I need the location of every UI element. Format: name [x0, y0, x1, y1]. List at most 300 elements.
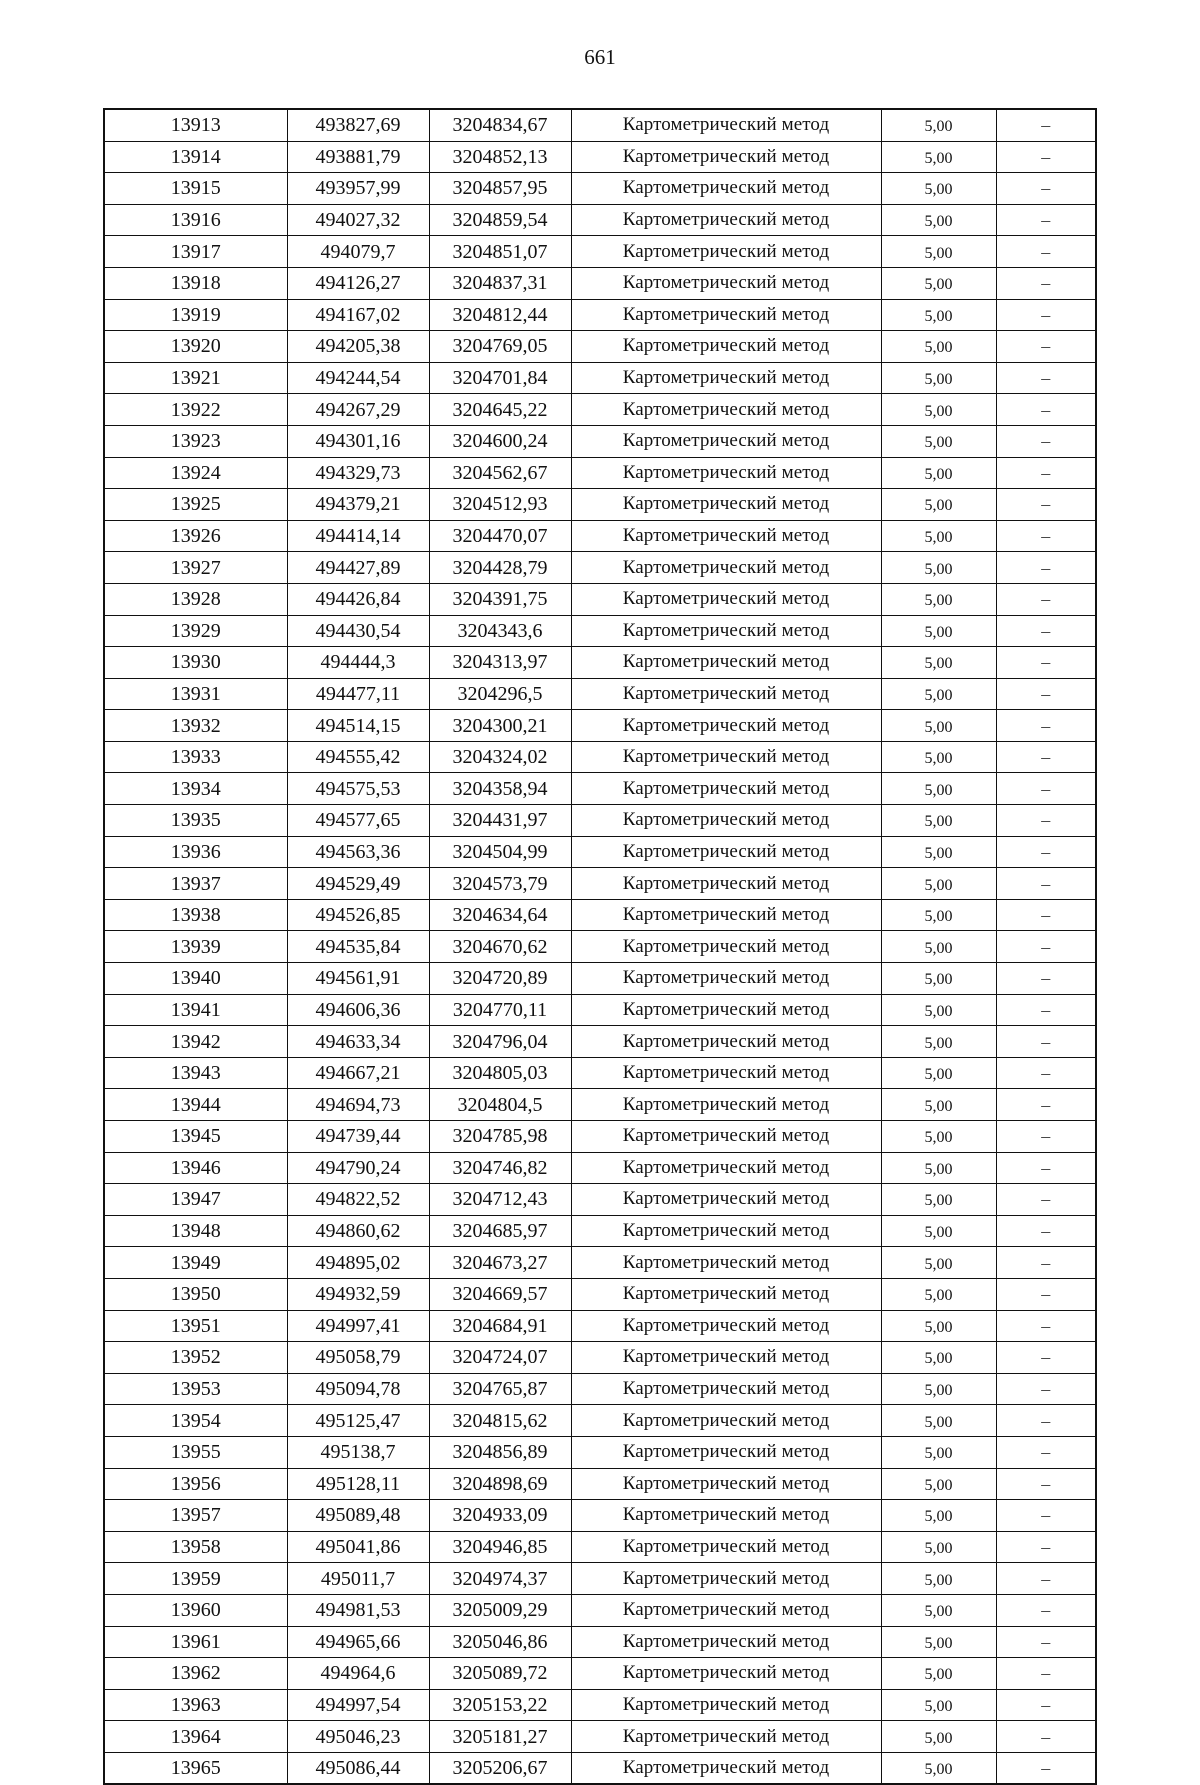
- note-cell: –: [996, 204, 1096, 236]
- note-cell: –: [996, 741, 1096, 773]
- note-cell: –: [996, 963, 1096, 995]
- table-row: [104, 173, 1096, 205]
- accuracy-cell: 5,00: [881, 805, 996, 837]
- accuracy-cell: 5,00: [881, 1689, 996, 1721]
- y-coordinate-cell: 3204600,24: [429, 425, 571, 457]
- x-coordinate-cell: 494027,32: [287, 204, 429, 236]
- y-coordinate-cell: 3204431,97: [429, 805, 571, 837]
- note-cell: –: [996, 1405, 1096, 1437]
- x-coordinate-cell: 494932,59: [287, 1278, 429, 1310]
- method-cell: Картометрический метод: [571, 1184, 881, 1216]
- note-cell: –: [996, 1310, 1096, 1342]
- y-coordinate-cell: 3204685,97: [429, 1215, 571, 1247]
- note-cell: –: [996, 1057, 1096, 1089]
- table-row: [104, 1310, 1096, 1342]
- accuracy-cell: 5,00: [881, 457, 996, 489]
- method-cell: Картометрический метод: [571, 899, 881, 931]
- method-cell: Картометрический метод: [571, 1057, 881, 1089]
- point-number-cell: 13918: [104, 267, 287, 299]
- point-number-cell: 13959: [104, 1563, 287, 1595]
- method-cell: Картометрический метод: [571, 425, 881, 457]
- point-number-cell: 13928: [104, 583, 287, 615]
- y-coordinate-cell: 3204852,13: [429, 141, 571, 173]
- accuracy-cell: 5,00: [881, 489, 996, 521]
- y-coordinate-cell: 3205046,86: [429, 1626, 571, 1658]
- x-coordinate-cell: 495094,78: [287, 1373, 429, 1405]
- accuracy-cell: 5,00: [881, 773, 996, 805]
- x-coordinate-cell: 493827,69: [287, 109, 429, 141]
- x-coordinate-cell: 494426,84: [287, 583, 429, 615]
- table-row: [104, 1563, 1096, 1595]
- x-coordinate-cell: 494965,66: [287, 1626, 429, 1658]
- y-coordinate-cell: 3204391,75: [429, 583, 571, 615]
- x-coordinate-cell: 495086,44: [287, 1752, 429, 1784]
- accuracy-cell: 5,00: [881, 1215, 996, 1247]
- note-cell: –: [996, 615, 1096, 647]
- point-number-cell: 13944: [104, 1089, 287, 1121]
- y-coordinate-cell: 3204837,31: [429, 267, 571, 299]
- y-coordinate-cell: 3205206,67: [429, 1752, 571, 1784]
- table-row: [104, 141, 1096, 173]
- method-cell: Картометрический метод: [571, 615, 881, 647]
- method-cell: Картометрический метод: [571, 1721, 881, 1753]
- point-number-cell: 13920: [104, 331, 287, 363]
- accuracy-cell: 5,00: [881, 615, 996, 647]
- x-coordinate-cell: 494964,6: [287, 1658, 429, 1690]
- x-coordinate-cell: 494563,36: [287, 836, 429, 868]
- point-number-cell: 13951: [104, 1310, 287, 1342]
- point-number-cell: 13922: [104, 394, 287, 426]
- table-row: [104, 109, 1096, 141]
- table-row: [104, 1184, 1096, 1216]
- method-cell: Картометрический метод: [571, 1531, 881, 1563]
- method-cell: Картометрический метод: [571, 299, 881, 331]
- y-coordinate-cell: 3204770,11: [429, 994, 571, 1026]
- point-number-cell: 13939: [104, 931, 287, 963]
- point-number-cell: 13943: [104, 1057, 287, 1089]
- point-number-cell: 13914: [104, 141, 287, 173]
- note-cell: –: [996, 552, 1096, 584]
- note-cell: –: [996, 1721, 1096, 1753]
- method-cell: Картометрический метод: [571, 741, 881, 773]
- x-coordinate-cell: 494575,53: [287, 773, 429, 805]
- x-coordinate-cell: 494167,02: [287, 299, 429, 331]
- y-coordinate-cell: 3204815,62: [429, 1405, 571, 1437]
- accuracy-cell: 5,00: [881, 425, 996, 457]
- x-coordinate-cell: 494739,44: [287, 1121, 429, 1153]
- table-row: [104, 394, 1096, 426]
- y-coordinate-cell: 3204859,54: [429, 204, 571, 236]
- accuracy-cell: 5,00: [881, 1721, 996, 1753]
- point-number-cell: 13947: [104, 1184, 287, 1216]
- accuracy-cell: 5,00: [881, 1057, 996, 1089]
- y-coordinate-cell: 3204724,07: [429, 1342, 571, 1374]
- point-number-cell: 13938: [104, 899, 287, 931]
- method-cell: Картометрический метод: [571, 1500, 881, 1532]
- accuracy-cell: 5,00: [881, 868, 996, 900]
- point-number-cell: 13930: [104, 647, 287, 679]
- y-coordinate-cell: 3204573,79: [429, 868, 571, 900]
- method-cell: Картометрический метод: [571, 1436, 881, 1468]
- table-row: [104, 1089, 1096, 1121]
- table-row: [104, 1468, 1096, 1500]
- point-number-cell: 13965: [104, 1752, 287, 1784]
- y-coordinate-cell: 3204804,5: [429, 1089, 571, 1121]
- table-row: [104, 552, 1096, 584]
- table-row: [104, 1342, 1096, 1374]
- accuracy-cell: 5,00: [881, 236, 996, 268]
- accuracy-cell: 5,00: [881, 1752, 996, 1784]
- note-cell: –: [996, 773, 1096, 805]
- table-row: [104, 994, 1096, 1026]
- note-cell: –: [996, 647, 1096, 679]
- point-number-cell: 13953: [104, 1373, 287, 1405]
- table-row: [104, 457, 1096, 489]
- note-cell: –: [996, 1373, 1096, 1405]
- x-coordinate-cell: 494606,36: [287, 994, 429, 1026]
- method-cell: Картометрический метод: [571, 1247, 881, 1279]
- table-row: [104, 805, 1096, 837]
- note-cell: –: [996, 331, 1096, 363]
- table-row: [104, 583, 1096, 615]
- method-cell: Картометрический метод: [571, 362, 881, 394]
- method-cell: Картометрический метод: [571, 647, 881, 679]
- table-row: [104, 868, 1096, 900]
- y-coordinate-cell: 3204805,03: [429, 1057, 571, 1089]
- x-coordinate-cell: 494822,52: [287, 1184, 429, 1216]
- table-row: [104, 204, 1096, 236]
- y-coordinate-cell: 3204645,22: [429, 394, 571, 426]
- note-cell: –: [996, 868, 1096, 900]
- table-row: [104, 1215, 1096, 1247]
- note-cell: –: [996, 899, 1096, 931]
- y-coordinate-cell: 3204669,57: [429, 1278, 571, 1310]
- method-cell: Картометрический метод: [571, 1373, 881, 1405]
- point-number-cell: 13932: [104, 710, 287, 742]
- point-number-cell: 13931: [104, 678, 287, 710]
- x-coordinate-cell: 494244,54: [287, 362, 429, 394]
- y-coordinate-cell: 3204769,05: [429, 331, 571, 363]
- table-row: [104, 678, 1096, 710]
- table-row: [104, 899, 1096, 931]
- accuracy-cell: 5,00: [881, 1089, 996, 1121]
- x-coordinate-cell: 494555,42: [287, 741, 429, 773]
- table-row: [104, 741, 1096, 773]
- accuracy-cell: 5,00: [881, 1405, 996, 1437]
- accuracy-cell: 5,00: [881, 141, 996, 173]
- point-number-cell: 13915: [104, 173, 287, 205]
- x-coordinate-cell: 495041,86: [287, 1531, 429, 1563]
- note-cell: –: [996, 394, 1096, 426]
- y-coordinate-cell: 3204946,85: [429, 1531, 571, 1563]
- method-cell: Картометрический метод: [571, 1026, 881, 1058]
- table-row: [104, 1247, 1096, 1279]
- y-coordinate-cell: 3205153,22: [429, 1689, 571, 1721]
- table-row: [104, 1721, 1096, 1753]
- y-coordinate-cell: 3204512,93: [429, 489, 571, 521]
- point-number-cell: 13957: [104, 1500, 287, 1532]
- accuracy-cell: 5,00: [881, 394, 996, 426]
- note-cell: –: [996, 1689, 1096, 1721]
- point-number-cell: 13961: [104, 1626, 287, 1658]
- x-coordinate-cell: 495058,79: [287, 1342, 429, 1374]
- x-coordinate-cell: 495128,11: [287, 1468, 429, 1500]
- y-coordinate-cell: 3204712,43: [429, 1184, 571, 1216]
- method-cell: Картометрический метод: [571, 805, 881, 837]
- note-cell: –: [996, 362, 1096, 394]
- x-coordinate-cell: 494561,91: [287, 963, 429, 995]
- note-cell: –: [996, 1215, 1096, 1247]
- method-cell: Картометрический метод: [571, 1215, 881, 1247]
- table-row: [104, 1373, 1096, 1405]
- table-row: [104, 1658, 1096, 1690]
- y-coordinate-cell: 3204504,99: [429, 836, 571, 868]
- y-coordinate-cell: 3204296,5: [429, 678, 571, 710]
- y-coordinate-cell: 3204812,44: [429, 299, 571, 331]
- x-coordinate-cell: 494526,85: [287, 899, 429, 931]
- point-number-cell: 13935: [104, 805, 287, 837]
- accuracy-cell: 5,00: [881, 899, 996, 931]
- point-number-cell: 13913: [104, 109, 287, 141]
- x-coordinate-cell: 494079,7: [287, 236, 429, 268]
- x-coordinate-cell: 494667,21: [287, 1057, 429, 1089]
- table-row: [104, 710, 1096, 742]
- method-cell: Картометрический метод: [571, 236, 881, 268]
- x-coordinate-cell: 495138,7: [287, 1436, 429, 1468]
- method-cell: Картометрический метод: [571, 1089, 881, 1121]
- x-coordinate-cell: 494267,29: [287, 394, 429, 426]
- table-row: [104, 489, 1096, 521]
- x-coordinate-cell: 494694,73: [287, 1089, 429, 1121]
- accuracy-cell: 5,00: [881, 931, 996, 963]
- accuracy-cell: 5,00: [881, 1594, 996, 1626]
- y-coordinate-cell: 3204634,64: [429, 899, 571, 931]
- table-row: [104, 615, 1096, 647]
- accuracy-cell: 5,00: [881, 1626, 996, 1658]
- method-cell: Картометрический метод: [571, 1594, 881, 1626]
- note-cell: –: [996, 1626, 1096, 1658]
- point-number-cell: 13954: [104, 1405, 287, 1437]
- point-number-cell: 13919: [104, 299, 287, 331]
- y-coordinate-cell: 3205089,72: [429, 1658, 571, 1690]
- x-coordinate-cell: 495125,47: [287, 1405, 429, 1437]
- x-coordinate-cell: 494126,27: [287, 267, 429, 299]
- accuracy-cell: 5,00: [881, 331, 996, 363]
- point-number-cell: 13940: [104, 963, 287, 995]
- x-coordinate-cell: 495011,7: [287, 1563, 429, 1595]
- method-cell: Картометрический метод: [571, 1752, 881, 1784]
- method-cell: Картометрический метод: [571, 994, 881, 1026]
- point-number-cell: 13956: [104, 1468, 287, 1500]
- accuracy-cell: 5,00: [881, 836, 996, 868]
- x-coordinate-cell: 493957,99: [287, 173, 429, 205]
- note-cell: –: [996, 1089, 1096, 1121]
- method-cell: Картометрический метод: [571, 489, 881, 521]
- x-coordinate-cell: 494205,38: [287, 331, 429, 363]
- page-number: 661: [584, 45, 616, 69]
- y-coordinate-cell: 3204834,67: [429, 109, 571, 141]
- y-coordinate-cell: 3204785,98: [429, 1121, 571, 1153]
- x-coordinate-cell: 494981,53: [287, 1594, 429, 1626]
- accuracy-cell: 5,00: [881, 678, 996, 710]
- y-coordinate-cell: 3204670,62: [429, 931, 571, 963]
- method-cell: Картометрический метод: [571, 1563, 881, 1595]
- y-coordinate-cell: 3204898,69: [429, 1468, 571, 1500]
- method-cell: Картометрический метод: [571, 868, 881, 900]
- accuracy-cell: 5,00: [881, 1468, 996, 1500]
- table-row: [104, 299, 1096, 331]
- point-number-cell: 13934: [104, 773, 287, 805]
- accuracy-cell: 5,00: [881, 1373, 996, 1405]
- x-coordinate-cell: 494414,14: [287, 520, 429, 552]
- point-number-cell: 13962: [104, 1658, 287, 1690]
- accuracy-cell: 5,00: [881, 1278, 996, 1310]
- method-cell: Картометрический метод: [571, 141, 881, 173]
- accuracy-cell: 5,00: [881, 1500, 996, 1532]
- table-row: [104, 931, 1096, 963]
- accuracy-cell: 5,00: [881, 647, 996, 679]
- table-row: [104, 362, 1096, 394]
- method-cell: Картометрический метод: [571, 1342, 881, 1374]
- method-cell: Картометрический метод: [571, 583, 881, 615]
- method-cell: Картометрический метод: [571, 1310, 881, 1342]
- table-row: [104, 1436, 1096, 1468]
- note-cell: –: [996, 583, 1096, 615]
- table-row: [104, 1026, 1096, 1058]
- note-cell: –: [996, 1247, 1096, 1279]
- point-number-cell: 13945: [104, 1121, 287, 1153]
- accuracy-cell: 5,00: [881, 994, 996, 1026]
- note-cell: –: [996, 805, 1096, 837]
- note-cell: –: [996, 1752, 1096, 1784]
- accuracy-cell: 5,00: [881, 1531, 996, 1563]
- accuracy-cell: 5,00: [881, 741, 996, 773]
- note-cell: –: [996, 489, 1096, 521]
- x-coordinate-cell: 494535,84: [287, 931, 429, 963]
- method-cell: Картометрический метод: [571, 1121, 881, 1153]
- table-row: [104, 963, 1096, 995]
- point-number-cell: 13941: [104, 994, 287, 1026]
- point-number-cell: 13933: [104, 741, 287, 773]
- accuracy-cell: 5,00: [881, 710, 996, 742]
- x-coordinate-cell: 495089,48: [287, 1500, 429, 1532]
- y-coordinate-cell: 3204765,87: [429, 1373, 571, 1405]
- method-cell: Картометрический метод: [571, 394, 881, 426]
- point-number-cell: 13946: [104, 1152, 287, 1184]
- method-cell: Картометрический метод: [571, 457, 881, 489]
- y-coordinate-cell: 3204851,07: [429, 236, 571, 268]
- table-row: [104, 1500, 1096, 1532]
- note-cell: –: [996, 1658, 1096, 1690]
- y-coordinate-cell: 3204343,6: [429, 615, 571, 647]
- note-cell: –: [996, 141, 1096, 173]
- table-row: [104, 1152, 1096, 1184]
- point-number-cell: 13963: [104, 1689, 287, 1721]
- method-cell: Картометрический метод: [571, 1278, 881, 1310]
- table-row: [104, 236, 1096, 268]
- table-row: [104, 267, 1096, 299]
- note-cell: –: [996, 994, 1096, 1026]
- method-cell: Картометрический метод: [571, 1152, 881, 1184]
- y-coordinate-cell: 3204562,67: [429, 457, 571, 489]
- point-number-cell: 13916: [104, 204, 287, 236]
- method-cell: Картометрический метод: [571, 963, 881, 995]
- x-coordinate-cell: 495046,23: [287, 1721, 429, 1753]
- note-cell: –: [996, 1184, 1096, 1216]
- note-cell: –: [996, 425, 1096, 457]
- y-coordinate-cell: 3204796,04: [429, 1026, 571, 1058]
- point-number-cell: 13952: [104, 1342, 287, 1374]
- point-number-cell: 13924: [104, 457, 287, 489]
- note-cell: –: [996, 236, 1096, 268]
- note-cell: –: [996, 1436, 1096, 1468]
- table-row: [104, 425, 1096, 457]
- x-coordinate-cell: 494895,02: [287, 1247, 429, 1279]
- note-cell: –: [996, 1531, 1096, 1563]
- table-row: [104, 1594, 1096, 1626]
- point-number-cell: 13960: [104, 1594, 287, 1626]
- table-row: [104, 836, 1096, 868]
- point-number-cell: 13942: [104, 1026, 287, 1058]
- accuracy-cell: 5,00: [881, 267, 996, 299]
- x-coordinate-cell: 494427,89: [287, 552, 429, 584]
- method-cell: Картометрический метод: [571, 773, 881, 805]
- y-coordinate-cell: 3204673,27: [429, 1247, 571, 1279]
- method-cell: Картометрический метод: [571, 1468, 881, 1500]
- method-cell: Картометрический метод: [571, 267, 881, 299]
- method-cell: Картометрический метод: [571, 204, 881, 236]
- y-coordinate-cell: 3204300,21: [429, 710, 571, 742]
- method-cell: Картометрический метод: [571, 931, 881, 963]
- coordinates-table-body: [104, 109, 1096, 1784]
- y-coordinate-cell: 3204974,37: [429, 1563, 571, 1595]
- table-row: [104, 1121, 1096, 1153]
- accuracy-cell: 5,00: [881, 1563, 996, 1595]
- method-cell: Картометрический метод: [571, 1405, 881, 1437]
- y-coordinate-cell: 3205009,29: [429, 1594, 571, 1626]
- y-coordinate-cell: 3204470,07: [429, 520, 571, 552]
- note-cell: –: [996, 1121, 1096, 1153]
- point-number-cell: 13955: [104, 1436, 287, 1468]
- x-coordinate-cell: 494997,41: [287, 1310, 429, 1342]
- x-coordinate-cell: 494790,24: [287, 1152, 429, 1184]
- method-cell: Картометрический метод: [571, 552, 881, 584]
- accuracy-cell: 5,00: [881, 1658, 996, 1690]
- note-cell: –: [996, 836, 1096, 868]
- accuracy-cell: 5,00: [881, 583, 996, 615]
- note-cell: –: [996, 173, 1096, 205]
- x-coordinate-cell: 494379,21: [287, 489, 429, 521]
- x-coordinate-cell: 494860,62: [287, 1215, 429, 1247]
- note-cell: –: [996, 1594, 1096, 1626]
- x-coordinate-cell: 494997,54: [287, 1689, 429, 1721]
- y-coordinate-cell: 3204746,82: [429, 1152, 571, 1184]
- note-cell: –: [996, 1278, 1096, 1310]
- point-number-cell: 13950: [104, 1278, 287, 1310]
- accuracy-cell: 5,00: [881, 1184, 996, 1216]
- note-cell: –: [996, 678, 1096, 710]
- accuracy-cell: 5,00: [881, 552, 996, 584]
- method-cell: Картометрический метод: [571, 710, 881, 742]
- accuracy-cell: 5,00: [881, 1342, 996, 1374]
- method-cell: Картометрический метод: [571, 331, 881, 363]
- table-row: [104, 1405, 1096, 1437]
- table-row: [104, 647, 1096, 679]
- point-number-cell: 13948: [104, 1215, 287, 1247]
- method-cell: Картометрический метод: [571, 173, 881, 205]
- y-coordinate-cell: 3204701,84: [429, 362, 571, 394]
- table-row: [104, 1626, 1096, 1658]
